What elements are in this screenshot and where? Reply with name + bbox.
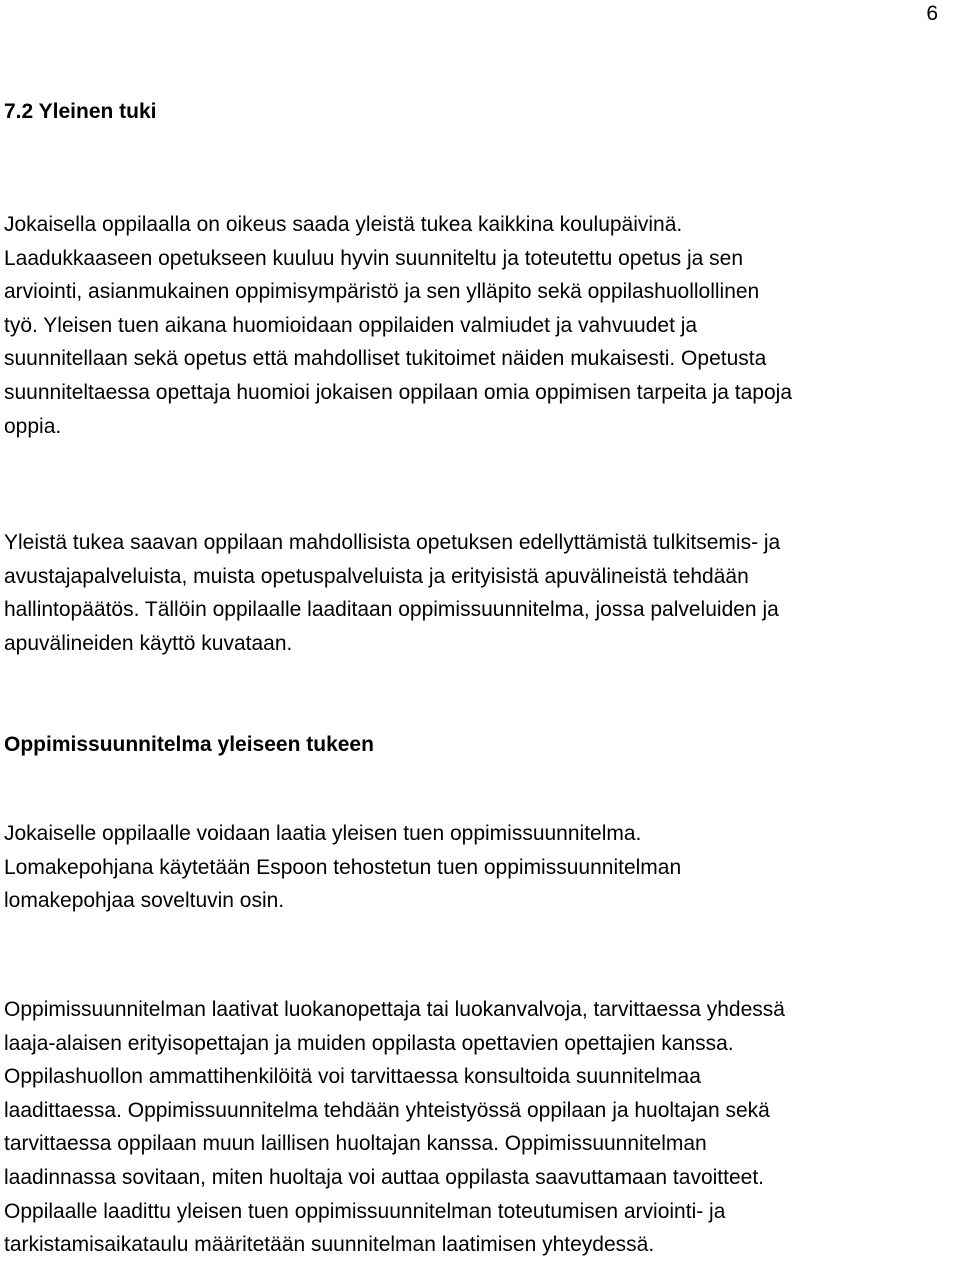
paragraph-line: hallintopäätös. Tällöin oppilaalle laaditaan oppimissuunnitelma, jossa palveluiden ja — [4, 598, 779, 622]
paragraph-line: laaja-alaisen erityisopettajan ja muiden oppilasta opettavien opettajien kanssa. — [4, 1031, 734, 1055]
paragraph-line: apuvälineiden käyttö kuvataan. — [4, 631, 293, 655]
paragraph-general-support — [4, 208, 959, 443]
paragraph-line: tarkistamisaikataulu määritetään suunnitelman laatimisen yhteydessä. — [4, 1233, 655, 1257]
paragraph-line: laadinnassa sovitaan, miten huoltaja voi auttaa oppilasta saavuttamaan tavoitteet. — [4, 1165, 764, 1189]
paragraph-line: oppia. — [4, 414, 62, 438]
section-heading: 7.2 Yleinen tuki — [4, 100, 157, 123]
paragraph-line: Oppilashuollon ammattihenkilöitä voi tarvittaessa konsultoida suunnitelmaa — [4, 1065, 701, 1089]
paragraph-plan-preparation — [4, 993, 959, 1262]
paragraph-services-decision — [4, 526, 959, 660]
paragraph-line: Oppimissuunnitelman laativat luokanopettaja tai luokanvalvoja, tarvittaessa yhdessä — [4, 998, 785, 1021]
paragraph-line: työ. Yleisen tuen aikana huomioidaan oppilaiden valmiudet ja vahvuudet ja — [4, 313, 698, 337]
paragraph-line: laadittaessa. Oppimissuunnitelma tehdään yhteistyössä oppilaan ja huoltajan sekä — [4, 1098, 770, 1122]
paragraph-line: Lomakepohjana käytetään Espoon tehostetun tuen oppimissuunnitelman — [4, 855, 682, 879]
paragraph-line: Laadukkaaseen opetukseen kuuluu hyvin suunniteltu ja toteutettu opetus ja sen — [4, 246, 744, 270]
paragraph-learning-plan — [4, 817, 959, 918]
paragraph-line: lomakepohjaa soveltuvin osin. — [4, 889, 285, 913]
paragraph-line: Yleistä tukea saavan oppilaan mahdollisista opetuksen edellyttämistä tulkitsemis- ja — [4, 531, 781, 554]
page-number: 6 — [926, 2, 938, 25]
paragraph-line: suunniteltaessa opettaja huomioi jokaisen oppilaan omia oppimisen tarpeita ja tapoja — [4, 380, 793, 404]
paragraph-line: Jokaisella oppilaalla on oikeus saada yleistä tukea kaikkina koulupäivinä. — [4, 213, 683, 236]
paragraph-line: avustajapalveluista, muista opetuspalveluista ja erityisistä apuvälineistä tehdään — [4, 564, 749, 588]
paragraph-line: Oppilaalle laadittu yleisen tuen oppimissuunnitelman toteutumisen arviointi- ja — [4, 1199, 726, 1223]
paragraph-line: Jokaiselle oppilaalle voidaan laatia yleisen tuen oppimissuunnitelma. — [4, 822, 642, 845]
paragraph-line: arviointi, asianmukainen oppimisympäristö ja sen ylläpito sekä oppilashuollollinen — [4, 280, 760, 304]
paragraph-line: tarvittaessa oppilaan muun laillisen huoltajan kanssa. Oppimissuunnitelman — [4, 1132, 707, 1156]
paragraph-line: suunnitellaan sekä opetus että mahdolliset tukitoimet näiden mukaisesti. Opetusta — [4, 347, 767, 371]
subheading: Oppimissuunnitelma yleiseen tukeen — [4, 733, 374, 756]
